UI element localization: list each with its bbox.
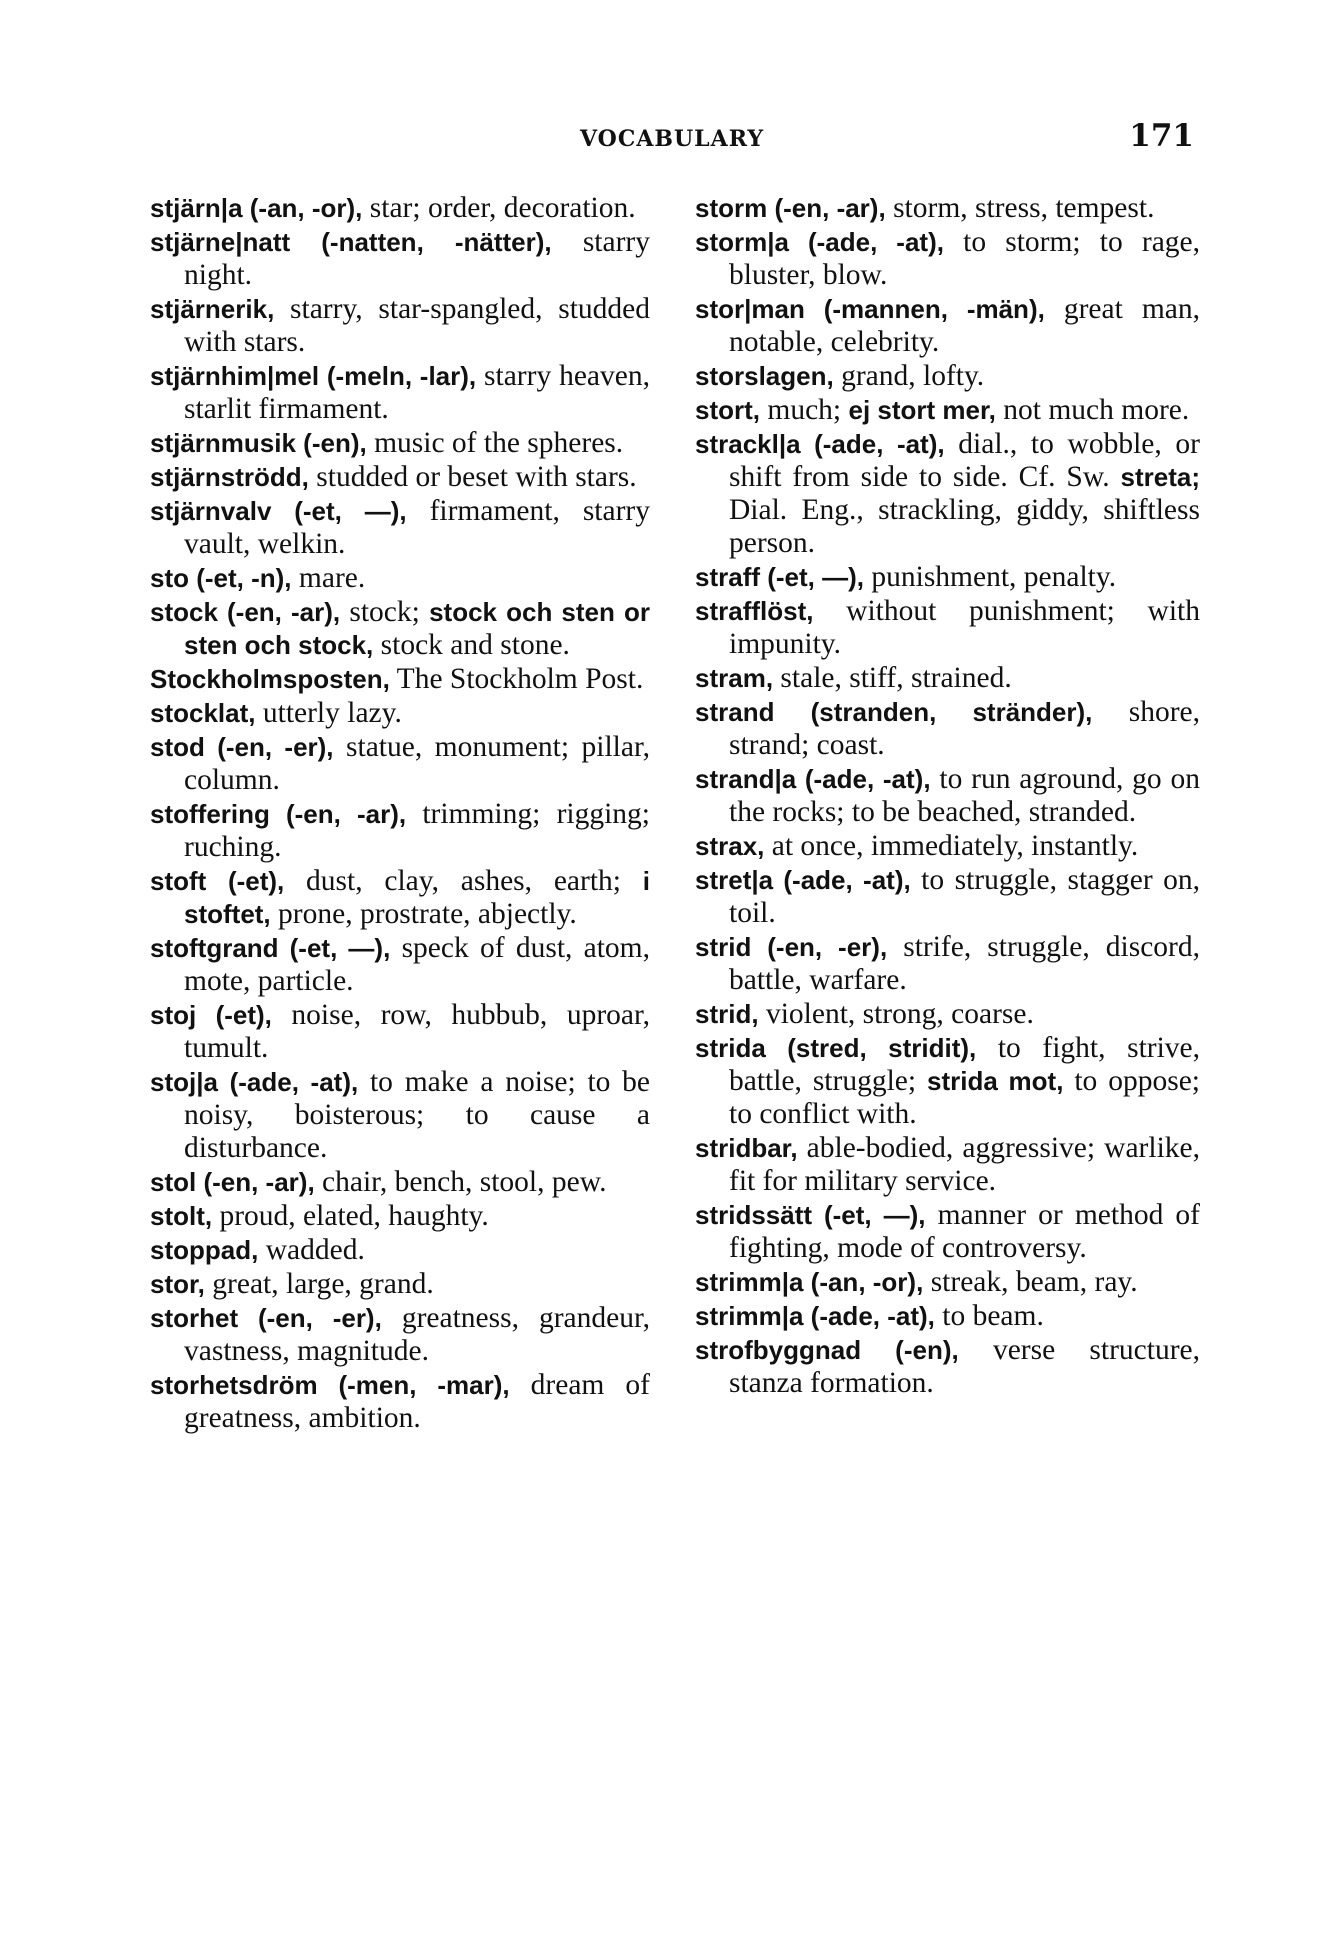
headword: sto (-et, -n),: [150, 563, 292, 593]
dictionary-entry: [150, 461, 650, 494]
dictionary-entry: [695, 293, 1200, 359]
headword: stoj|a (-ade, -at),: [150, 1067, 359, 1097]
headword: stridssätt (-et, —),: [695, 1200, 926, 1230]
headword: storm|a (-ade, -at),: [695, 227, 944, 257]
headword: strackl|a (-ade, -at),: [695, 429, 945, 459]
headword: storhet (-en, -er),: [150, 1303, 382, 1333]
dictionary-entry: [695, 931, 1200, 997]
definition: to run aground, go on the rocks; to be beached, stranded.: [729, 763, 1200, 828]
headword: stock (-en, -ar),: [150, 597, 341, 627]
definition: music of the spheres.: [366, 427, 624, 459]
definition: studded or beset with stars.: [308, 461, 637, 493]
dictionary-entry: [150, 1200, 650, 1233]
dictionary-entry: [695, 1132, 1200, 1198]
definition: proud, elated, haughty.: [212, 1200, 489, 1232]
dictionary-entry: [695, 696, 1200, 762]
definition: statue, monument; pillar, column.: [184, 731, 650, 796]
dictionary-entry: [150, 596, 650, 662]
headword: strimm|a (-ade, -at),: [695, 1301, 935, 1331]
definition: grand, lofty.: [833, 360, 985, 392]
definition: The Stockholm Post.: [389, 663, 644, 695]
dictionary-entry: [150, 1302, 650, 1368]
dictionary-entry: [150, 663, 650, 696]
dictionary-entry: [695, 226, 1200, 292]
headword: stoppad,: [150, 1235, 259, 1265]
dictionary-entry: [695, 1032, 1200, 1131]
dictionary-entry: [150, 731, 650, 797]
headword: stor,: [150, 1269, 205, 1299]
definition: speck of dust, atom, mote, particle.: [184, 932, 651, 997]
dictionary-entry: [695, 662, 1200, 695]
headword: strid (-en, -er),: [695, 932, 888, 962]
headword: storm (-en, -ar),: [695, 193, 886, 223]
headword: stridbar,: [695, 1133, 798, 1163]
dictionary-entry: [150, 360, 650, 426]
dictionary-entry: [150, 798, 650, 864]
definition: to struggle, stagger on, toil.: [729, 864, 1200, 929]
dictionary-entry: [695, 428, 1200, 560]
definition-continued: to oppose; to conflict with.: [729, 1065, 1200, 1130]
headword: stod (-en, -er),: [150, 732, 334, 762]
right-column: [695, 192, 1200, 1401]
headword: stort,: [695, 395, 760, 425]
headword: stolt,: [150, 1201, 213, 1231]
headword: storslagen,: [695, 361, 834, 391]
headword: strofbyggnad (-en),: [695, 1335, 959, 1365]
dictionary-entry: [695, 1199, 1200, 1265]
headword: stjärnvalv (-et, —),: [150, 496, 407, 526]
dictionary-entry: [150, 562, 650, 595]
definition: much;: [760, 394, 849, 426]
dictionary-entry: [150, 226, 650, 292]
headword: stocklat,: [150, 698, 256, 728]
definition: to make a noise; to be noisy, boisterous; to cause a disturbance.: [184, 1066, 650, 1164]
definition-continued: Dial. Eng., strackling, giddy, shiftless person.: [729, 494, 1200, 559]
definition: at once, immediately, instantly.: [764, 830, 1139, 862]
dictionary-entry: [150, 1066, 650, 1165]
definition: dust, clay, ashes, earth;: [284, 865, 643, 897]
headword: stram,: [695, 663, 774, 693]
definition: without punishment; with impunity.: [729, 595, 1200, 660]
example-phrase: ej stort mer,: [848, 395, 996, 425]
definition: starry heaven, starlit firmament.: [184, 360, 650, 425]
definition: punishment, penalty.: [864, 561, 1117, 593]
headword: stjärne|natt (-natten, -nätter),: [150, 227, 552, 257]
dictionary-entry: [695, 394, 1200, 427]
headword: stoj (-et),: [150, 1000, 272, 1030]
dictionary-entry: [150, 427, 650, 460]
headword: storhetsdröm (-men, -mar),: [150, 1370, 510, 1400]
headword: strand (stranden, stränder),: [695, 697, 1093, 727]
dictionary-entry: [150, 1166, 650, 1199]
definition-continued: stock and stone.: [373, 629, 570, 661]
headword: stjärnhim|mel (-meln, -lar),: [150, 361, 477, 391]
definition: dream of greatness, ambition.: [184, 1369, 651, 1434]
headword: strafflöst,: [695, 596, 814, 626]
headword: stoft (-et),: [150, 866, 285, 896]
running-head: VOCABULARY: [579, 126, 765, 152]
headword: stoffering (-en, -ar),: [150, 799, 407, 829]
definition: verse structure, stanza formation.: [729, 1334, 1200, 1399]
definition: wadded.: [258, 1234, 365, 1266]
definition: stock;: [340, 596, 430, 628]
headword: stol (-en, -ar),: [150, 1167, 315, 1197]
headword: strand|a (-ade, -at),: [695, 764, 931, 794]
definition: mare.: [291, 562, 366, 594]
dictionary-entry: [695, 864, 1200, 930]
dictionary-entry: [695, 763, 1200, 829]
dictionary-entry: [150, 1234, 650, 1267]
headword: Stockholmsposten,: [150, 664, 390, 694]
dictionary-entry: [695, 360, 1200, 393]
definition: starry night.: [184, 226, 650, 291]
headword: stjärn|a (-an, -or),: [150, 193, 363, 223]
definition: starry, star-spangled, studded with stars.: [184, 293, 650, 358]
definition: firmament, starry vault, welkin.: [184, 495, 650, 560]
definition: streak, beam, ray.: [923, 1266, 1138, 1298]
definition: great, large, grand.: [204, 1268, 434, 1300]
dictionary-entry: [695, 1334, 1200, 1400]
dictionary-entry: [695, 998, 1200, 1031]
dictionary-entry: [150, 865, 650, 931]
definition: trimming; rigging; ruching.: [184, 798, 650, 863]
dictionary-entry: [150, 999, 650, 1065]
definition-continued: prone, prostrate, abjectly.: [270, 898, 577, 930]
definition: noise, row, hubbub, uproar, tumult.: [184, 999, 650, 1064]
dictionary-entry: [695, 595, 1200, 661]
dictionary-entry: [695, 830, 1200, 863]
example-phrase: stock och sten or sten och stock,: [184, 597, 650, 660]
example-phrase: streta;: [1120, 462, 1200, 492]
headword: stret|a (-ade, -at),: [695, 865, 911, 895]
definition: to beam.: [934, 1300, 1044, 1332]
definition: chair, bench, stool, pew.: [314, 1166, 607, 1198]
dictionary-entry: [150, 932, 650, 998]
definition: utterly lazy.: [255, 697, 402, 729]
definition: shore, strand; coast.: [729, 696, 1200, 761]
headword: stor|man (-mannen, -män),: [695, 294, 1045, 324]
definition: stale, stiff, strained.: [773, 662, 1012, 694]
dictionary-entry: [150, 1268, 650, 1301]
headword: stjärnströdd,: [150, 462, 309, 492]
dictionary-entry: [150, 293, 650, 359]
definition: storm, stress, tempest.: [885, 192, 1155, 224]
definition: able-bodied, aggressive; warlike, fit for military service.: [729, 1132, 1200, 1197]
definition-continued: not much more.: [995, 394, 1190, 426]
headword: stjärnmusik (-en),: [150, 428, 367, 458]
headword: stjärnerik,: [150, 294, 275, 324]
dictionary-entry: [150, 1369, 650, 1435]
headword: stoftgrand (-et, —),: [150, 933, 391, 963]
dictionary-entry: [695, 192, 1200, 225]
page-number: 171: [1129, 118, 1194, 154]
headword: strimm|a (-an, -or),: [695, 1267, 924, 1297]
headword: strida (stred, stridit),: [695, 1033, 977, 1063]
headword: strid,: [695, 999, 759, 1029]
dictionary-entry: [695, 561, 1200, 594]
definition: great man, notable, celebrity.: [729, 293, 1200, 358]
definition: to fight, strive, battle, struggle;: [729, 1032, 1200, 1097]
dictionary-entry: [695, 1300, 1200, 1333]
definition: manner or method of fighting, mode of controversy.: [729, 1199, 1200, 1264]
example-phrase: i stoftet,: [184, 866, 650, 929]
definition: star; order, decoration.: [362, 192, 636, 224]
headword: straff (-et, —),: [695, 562, 864, 592]
example-phrase: strida mot,: [926, 1066, 1064, 1096]
definition: strife, struggle, discord, battle, warfare.: [729, 931, 1200, 996]
dictionary-entry: [695, 1266, 1200, 1299]
dictionary-entry: [150, 192, 650, 225]
definition: violent, strong, coarse.: [758, 998, 1034, 1030]
page-header: [150, 118, 1194, 158]
dictionary-entry: [150, 495, 650, 561]
definition: to storm; to rage, bluster, blow.: [729, 226, 1201, 291]
dictionary-entry: [150, 697, 650, 730]
definition: dial., to wobble, or shift from side to side. Cf. Sw.: [729, 428, 1200, 493]
definition: greatness, grandeur, vastness, magnitude.: [184, 1302, 650, 1367]
headword: strax,: [695, 831, 765, 861]
left-column: [150, 192, 650, 1436]
